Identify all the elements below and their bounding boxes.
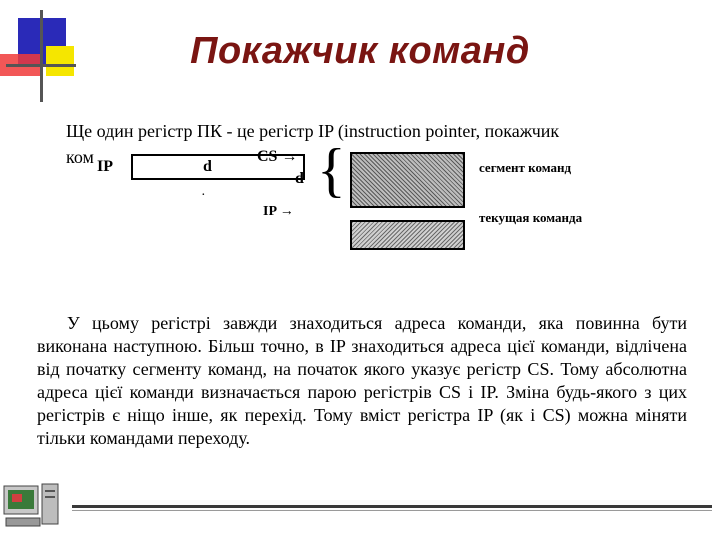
footer-divider-shadow xyxy=(72,510,712,511)
page-title: Покажчик команд xyxy=(190,30,530,72)
offset-brace: { xyxy=(317,137,346,203)
cs-pointer-label: CS → xyxy=(257,148,298,165)
offset-label: d xyxy=(295,170,304,187)
code-segment-block xyxy=(350,152,465,208)
dot-mark: · xyxy=(201,188,206,203)
footer-divider xyxy=(72,505,712,508)
segment-label: сегмент команд xyxy=(479,160,572,175)
current-instruction-block xyxy=(350,220,465,250)
intro-line-2: ком xyxy=(66,147,94,167)
ip-register-label: IP xyxy=(97,158,113,175)
ip-pointer-label: IP → xyxy=(263,204,294,219)
computer-icon xyxy=(2,482,72,534)
intro-line-1: Ще один регістр ПК - це регістр IP (instruction pointer, покажчик xyxy=(66,121,560,141)
memory-diagram xyxy=(95,137,615,280)
body-text: У цьому регістрі завжди знаходиться адреса команди, яка повинна бути виконана наступною. Більш точно, в IP знаходиться адреса цієї команди, відлічена від початку сегменту команд, на початок якого указує регістр CS. Тому абсолютна адреса цієї команди визначається парою регістрів CS і IP. Зміна будь-якого з цих регістрів є ніщо інше, як перехід. Тому вміст регістра IP (як і CS) можна міняти тільки командами переходу. xyxy=(37,313,687,448)
body-paragraph xyxy=(37,312,687,450)
current-instruction-label: текущая команда xyxy=(479,210,583,225)
ip-register-value: d xyxy=(203,158,212,175)
